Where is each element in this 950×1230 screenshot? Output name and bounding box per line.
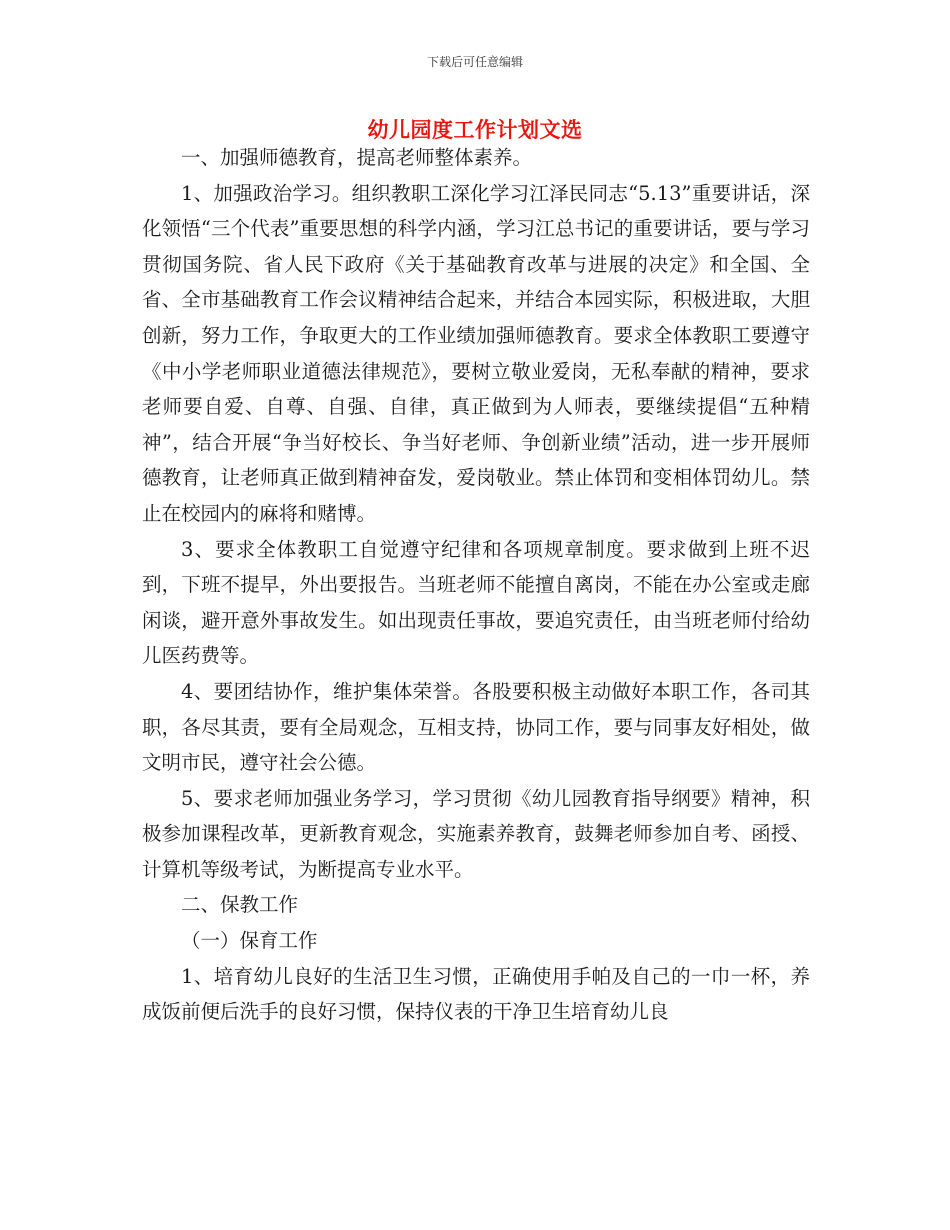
paragraph: 3、要求全体教职工自觉遵守纪律和各项规章制度。要求做到上班不迟到，下班不提早，外出要报告。当班老师不能擅自离岗，不能在办公室或走廊闲谈，避开意外事故发生。如出现责任事故，要追究责任，由当班老师付给幼儿医药费等。 — [142, 537, 810, 668]
document-body — [142, 140, 810, 1030]
paragraph: 5、要求老师加强业务学习，学习贯彻《幼儿园教育指导纲要》精神，积极参加课程改革，更新教育观念，实施素养教育，鼓舞老师参加自考、函授、计算机等级考试，为断提高专业水平。 — [142, 786, 810, 881]
header-note: 下载后可任意编辑 — [426, 55, 523, 69]
paragraph: 1、加强政治学习。组织教职工深化学习江泽民同志“5.13”重要讲话，深化领悟“三个代表”重要思想的科学内涵，学习江总书记的重要讲话，要与学习贯彻国务院、省人民下政府《关于基础教育改革与进展的决定》和全国、全省、全市基础教育工作会议精神结合起来，并结合本园实际，积极进取，大胆创新，努力工作，争取更大的工作业绩加强师德教育。要求全体教职工要遵守《中小学老师职业道德法律规范》，要树立敬业爱岗，无私奉献的精神，要求老师要自爱、自尊、自强、自律，真正做到为人师表，要继续提倡“五种精神”，结合开展“争当好校长、争当好老师、争创新业绩”活动，进一步开展师德教育，让老师真正做到精神奋发，爱岗敬业。禁止体罚和变相体罚幼儿。禁止在校园内的麻将和赌博。 — [142, 181, 810, 525]
section-heading: 一、加强师德教育，提高老师整体素养。 — [181, 146, 533, 169]
document-title: 幼儿园度工作计划文选 — [367, 118, 583, 142]
paragraph: 4、要团结协作，维护集体荣誉。各股要积极主动做好本职工作，各司其职，各尽其责，要有全局观念，互相支持，协同工作，要与同事友好相处，做文明市民，遵守社会公德。 — [142, 679, 810, 775]
section-heading: 二、保教工作 — [181, 893, 299, 917]
subsection-heading: （一）保育工作 — [181, 929, 318, 953]
paragraph: 1、培育幼儿良好的生活卫生习惯，正确使用手帕及自己的一巾一杯，养成饭前便后洗手的良好习惯，保持仪表的干净卫生培育幼儿良 — [142, 964, 810, 1024]
